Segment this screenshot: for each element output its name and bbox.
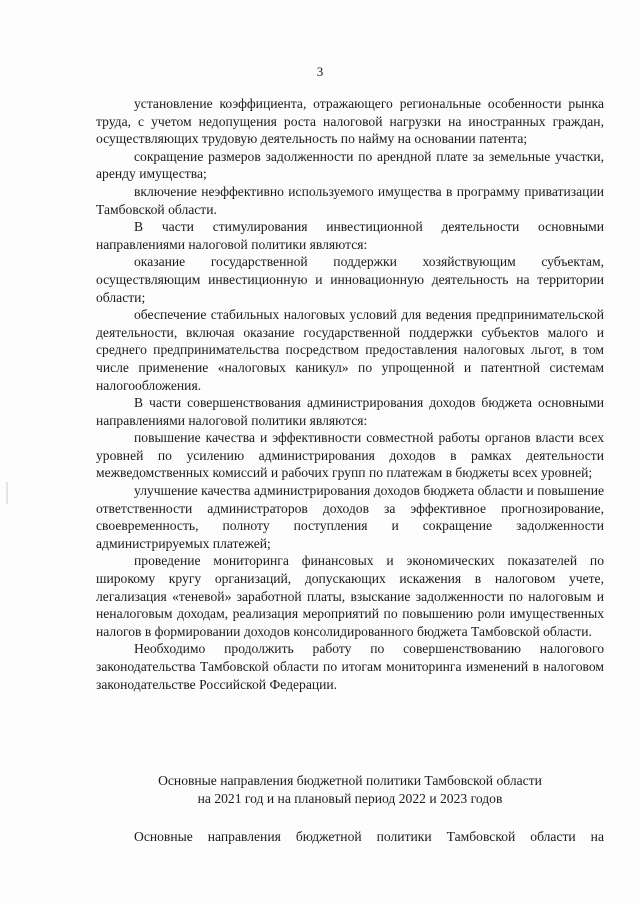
document-body <box>96 95 604 693</box>
scan-margin-mark <box>6 482 8 504</box>
paragraph: В части совершенствования администрирования доходов бюджета основными направлениями налоговой политики являются: <box>96 395 604 428</box>
continued-text <box>96 828 604 846</box>
paragraph: Необходимо продолжить работу по совершенствованию налогового законодательства Тамбовской области по итогам мониторинга изменений в налоговом законодательстве Российской Федерации. <box>96 641 604 692</box>
section-heading-line: на 2021 год и на плановый период 2022 и 2023 годов <box>197 791 503 806</box>
section-heading-line: Основные направления бюджетной политики Тамбовской области <box>158 773 542 788</box>
section-heading <box>96 772 604 808</box>
paragraph: обеспечение стабильных налоговых условий для ведения предпринимательской деятельности, включая оказание государственной поддержки субъектов малого и среднего предпринимательства посредством предоставления налоговых льгот, в том числе применение «налоговых каникул» по упрощенной и патентной системам налогообложения. <box>96 307 604 393</box>
page-number: 3 <box>316 64 324 79</box>
paragraph: включение неэффективно используемого имущества в программу приватизации Тамбовской области. <box>96 183 604 217</box>
paragraph: оказание государственной поддержки хозяйствующим субъектам, осуществляющим инвестиционную и инновационную деятельность на территории области; <box>96 254 604 305</box>
paragraph: улучшение качества администрирования доходов бюджета области и повышение ответственности администраторов доходов за эффективное прогнозирование, своевременность, полноту поступления и сокращение задолженности администрируемых платежей; <box>96 483 604 551</box>
paragraph: повышение качества и эффективности совместной работы органов власти всех уровней по усилению администрирования доходов в рамках деятельности межведомственных комиссий и рабочих групп по платежам в бюджеты всех уровней; <box>96 430 604 481</box>
paragraph: В части стимулирования инвестиционной деятельности основными направлениями налоговой политики являются: <box>96 219 604 252</box>
paragraph-start: Основные направления бюджетной политики Тамбовской области на <box>134 829 604 844</box>
paragraph: установление коэффициента, отражающего региональные особенности рынка труда, с учетом недопущения роста налоговой нагрузки на иностранных граждан, осуществляющих трудовую деятельность по найму на основании патента; <box>96 96 604 147</box>
paragraph: проведение мониторинга финансовых и экономических показателей по широкому кругу организаций, допускающих искажения в налоговом учете, легализация «теневой» заработной платы, взыскание задолженности по налоговым и неналоговым доходам, реализация мероприятий по повышению роли имущественных налогов в формировании доходов консолидированного бюджета Тамбовской области. <box>96 553 604 639</box>
paragraph: сокращение размеров задолженности по арендной плате за земельные участки, аренду имущества; <box>96 148 604 182</box>
